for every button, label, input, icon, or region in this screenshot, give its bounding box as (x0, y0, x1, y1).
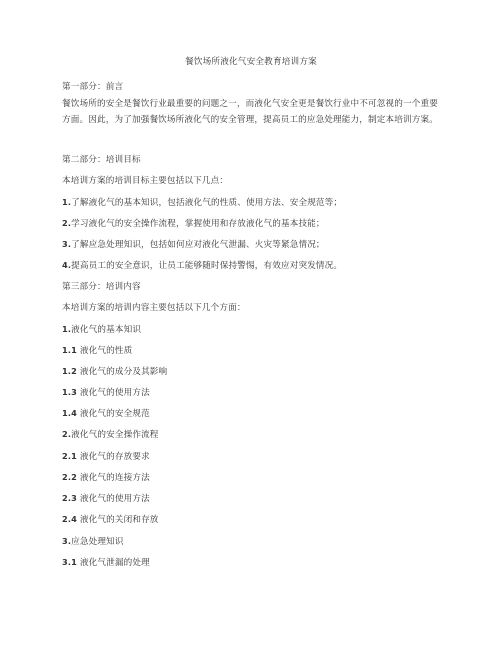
content-item-number: 2. (62, 429, 72, 439)
goal-item (62, 196, 342, 209)
section-heading-goals: 第二部分：培训目标 (62, 155, 141, 165)
goal-item (62, 217, 325, 230)
goal-item-number: 3. (62, 239, 72, 249)
content-item (62, 450, 150, 463)
goal-item-text: 了解应急处理知识，包括如何应对液化气泄漏、火灾等紧急情况； (71, 240, 325, 250)
content-item-number: 1.4 (62, 408, 77, 418)
content-item-text: 液化气的成分及其影响 (79, 367, 168, 377)
content-item-text: 液化气的使用方法 (79, 388, 150, 398)
content-item (62, 428, 159, 441)
content-item-text: 液化气的存放要求 (79, 452, 150, 462)
document-title: 餐饮场所液化气安全教育培训方案 (185, 57, 317, 67)
content-item-number: 1. (62, 324, 72, 334)
content-intro: 本培训方案的培训内容主要包括以下几个方面： (62, 303, 246, 313)
content-item-text: 液化气的基本知识 (71, 325, 142, 335)
goal-item-text: 了解液化气的基本知识，包括液化气的性质、使用方法、安全规范等； (71, 198, 343, 208)
content-item (62, 365, 167, 378)
content-item-number: 3. (62, 536, 72, 546)
goal-item-text: 提高员工的安全意识，让员工能够随时保持警惕，有效应对突发情况。 (71, 261, 343, 271)
goal-item-number: 4. (62, 260, 72, 270)
content-item-text: 液化气的关闭和存放 (79, 515, 159, 525)
content-item (62, 471, 150, 484)
goal-item (62, 259, 342, 272)
content-item (62, 323, 141, 336)
content-item (62, 492, 150, 505)
content-item-text: 液化气的安全操作流程 (71, 430, 159, 440)
content-item-number: 2.3 (62, 493, 77, 503)
content-item-text: 液化气的安全规范 (79, 409, 150, 419)
content-item-number: 2.4 (62, 514, 77, 524)
content-item (62, 556, 150, 569)
section-heading-preface: 第一部分：前言 (62, 82, 124, 92)
content-item (62, 513, 159, 526)
goal-item-number: 1. (62, 197, 72, 207)
content-item (62, 535, 124, 548)
content-item-number: 1.3 (62, 387, 77, 397)
content-item-number: 2.1 (62, 451, 77, 461)
goal-item-number: 2. (62, 218, 72, 228)
content-item-number: 2.2 (62, 472, 77, 482)
content-item-text: 液化气的使用方法 (79, 494, 150, 504)
content-item-number: 1.2 (62, 366, 77, 376)
content-item-number: 1.1 (62, 345, 77, 355)
content-item (62, 407, 150, 420)
content-item-number: 3.1 (62, 557, 77, 567)
goal-item (62, 238, 325, 251)
goals-intro: 本培训方案的培训目标主要包括以下几点： (62, 176, 229, 186)
content-item-text: 应急处理知识 (71, 537, 124, 547)
content-item (62, 344, 132, 357)
content-item-text: 液化气的连接方法 (79, 473, 150, 483)
content-item-text: 液化气泄漏的处理 (79, 558, 150, 568)
goal-item-text: 学习液化气的安全操作流程，掌握使用和存放液化气的基本技能； (71, 219, 325, 229)
content-item-text: 液化气的性质 (79, 346, 133, 356)
section-heading-content: 第三部分：培训内容 (62, 282, 141, 292)
preface-paragraph: 餐饮场所的安全是餐饮行业最重要的问题之一，而液化气安全更是餐饮行业中不可忽视的一个重要方面。因此，为了加强餐饮场所液化气的安全管理，提高员工的应急处理能力，制定本培训方案。 (62, 99, 438, 125)
content-item (62, 386, 150, 399)
